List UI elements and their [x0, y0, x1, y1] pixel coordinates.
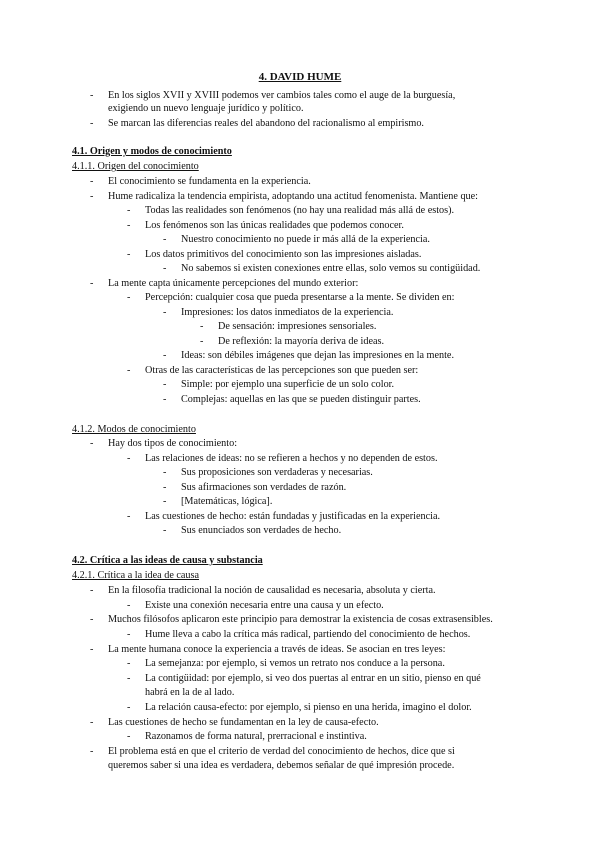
section-heading: 4.1. Origen y modos de conocimiento [72, 146, 232, 157]
text-line: El problema está en que el criterio de verdad del conocimiento de hechos, dice que si [108, 746, 455, 757]
bullet-dash: - [127, 702, 131, 713]
text-line: Impresiones: los datos inmediatos de la experiencia. [181, 307, 394, 318]
bullet-dash: - [200, 336, 204, 347]
text-line: En los siglos XVII y XVIII podemos ver cambios tales como el auge de la burguesía, [108, 90, 456, 101]
text-line: Sus enunciados son verdades de hecho. [181, 525, 342, 536]
bullet-dash: - [163, 496, 167, 507]
text-line: Los fenómenos son las únicas realidades que podemos conocer. [145, 220, 404, 231]
bullet-dash: - [90, 278, 94, 289]
text-line: Las relaciones de ideas: no se refieren a hechos y no dependen de estos. [145, 453, 438, 464]
text-line: De reflexión: la mayoría deriva de ideas. [218, 336, 385, 347]
bullet-dash: - [90, 746, 94, 757]
bullet-dash: - [127, 292, 131, 303]
page-title: 4. DAVID HUME [258, 71, 342, 83]
subsection-heading: 4.1.2. Modos de conocimiento [72, 424, 196, 435]
bullet-dash: - [127, 658, 131, 669]
bullet-dash: - [90, 438, 94, 449]
bullet-dash: - [127, 731, 131, 742]
text-line: Percepción: cualquier cosa que pueda presentarse a la mente. Se dividen en: [145, 292, 455, 303]
text-line: En la filosofía tradicional la noción de causalidad es necesaria, absoluta y cierta. [108, 585, 436, 596]
bullet-dash: - [127, 511, 131, 522]
text-line: queremos saber si una idea es verdadera, debemos señalar de qué impresión procede. [108, 760, 455, 771]
text-line: Sus afirmaciones son verdades de razón. [181, 482, 347, 493]
bullet-dash: - [127, 249, 131, 260]
bullet-dash: - [127, 673, 131, 684]
text-line: Hume radicaliza la tendencia empirista, adoptando una actitud fenomenista. Mantiene que: [108, 191, 479, 202]
bullet-dash: - [163, 394, 167, 405]
bullet-dash: - [90, 717, 94, 728]
bullet-dash: - [163, 467, 167, 478]
bullet-dash: - [127, 205, 131, 216]
text-line: Otras de las características de las percepciones son que pueden ser: [145, 365, 419, 376]
bullet-dash: - [90, 176, 94, 187]
subsection-heading: 4.2.1. Crítica a la idea de causa [72, 570, 200, 581]
bullet-dash: - [127, 453, 131, 464]
bullet-dash: - [163, 350, 167, 361]
bullet-dash: - [200, 321, 204, 332]
text-line: Hay dos tipos de conocimiento: [108, 438, 238, 449]
text-line: Nuestro conocimiento no puede ir más allá de la experiencia. [181, 234, 430, 245]
bullet-dash: - [127, 365, 131, 376]
bullet-dash: - [127, 220, 131, 231]
bullet-dash: - [90, 585, 94, 596]
subsection-heading: 4.1.1. Origen del conocimiento [72, 161, 199, 172]
text-line: La relación causa-efecto: por ejemplo, si pienso en una herida, imagino el dolor. [145, 702, 472, 713]
bullet-dash: - [127, 629, 131, 640]
text-line: Ideas: son débiles imágenes que dejan las impresiones en la mente. [181, 350, 454, 361]
text-line: Los datos primitivos del conocimiento son las impresiones aisladas. [145, 249, 422, 260]
text-line: La mente humana conoce la experiencia a través de ideas. Se asocian en tres leyes: [108, 644, 446, 655]
text-line: Simple: por ejemplo una superficie de un solo color. [181, 379, 395, 390]
text-line: El conocimiento se fundamenta en la experiencia. [108, 176, 311, 187]
bullet-dash: - [163, 525, 167, 536]
bullet-dash: - [90, 118, 94, 129]
bullet-dash: - [90, 191, 94, 202]
bullet-dash: - [90, 90, 94, 101]
text-line: Existe una conexión necesaria entre una causa y un efecto. [145, 600, 384, 611]
text-line: Sus proposiciones son verdaderas y necesarias. [181, 467, 373, 478]
bullet-dash: - [163, 234, 167, 245]
text-line: La semejanza: por ejemplo, si vemos un retrato nos conduce a la persona. [145, 658, 445, 669]
section-heading: 4.2. Crítica a las ideas de causa y substancia [72, 555, 263, 566]
text-line: Complejas: aquellas en las que se pueden distinguir partes. [181, 394, 421, 405]
text-line: [Matemáticas, lógica]. [181, 496, 273, 507]
bullet-dash: - [163, 482, 167, 493]
text-line: Las cuestiones de hecho: están fundadas y justificadas en la experiencia. [145, 511, 441, 522]
bullet-dash: - [163, 379, 167, 390]
bullet-dash: - [163, 263, 167, 274]
bullet-dash: - [90, 644, 94, 655]
text-line: habrá en la de al lado. [145, 687, 235, 698]
text-line: Se marcan las diferencias reales del abandono del racionalismo al empirismo. [108, 118, 424, 129]
bullet-dash: - [163, 307, 167, 318]
text-line: exigiendo un nuevo lenguaje jurídico y político. [108, 103, 304, 114]
text-line: Hume lleva a cabo la crítica más radical, partiendo del conocimiento de hechos. [145, 629, 471, 640]
bullet-dash: - [127, 600, 131, 611]
text-line: Muchos filósofos aplicaron este principio para demostrar la existencia de cosas extrasensibles. [108, 614, 493, 625]
text-line: La mente capta únicamente percepciones del mundo exterior: [108, 278, 359, 289]
text-line: Razonamos de forma natural, prerracional e instintiva. [145, 731, 367, 742]
text-line: Las cuestiones de hecho se fundamentan en la ley de causa-efecto. [108, 717, 379, 728]
bullet-dash: - [90, 614, 94, 625]
text-line: De sensación: impresiones sensoriales. [218, 321, 377, 332]
text-line: No sabemos si existen conexiones entre ellas, solo vemos su contigüidad. [181, 263, 481, 274]
text-line: Todas las realidades son fenómenos (no hay una realidad más allá de estos). [145, 205, 455, 216]
text-line: La contigüidad: por ejemplo, si veo dos puertas al entrar en un sitio, pienso en qué [145, 673, 481, 684]
